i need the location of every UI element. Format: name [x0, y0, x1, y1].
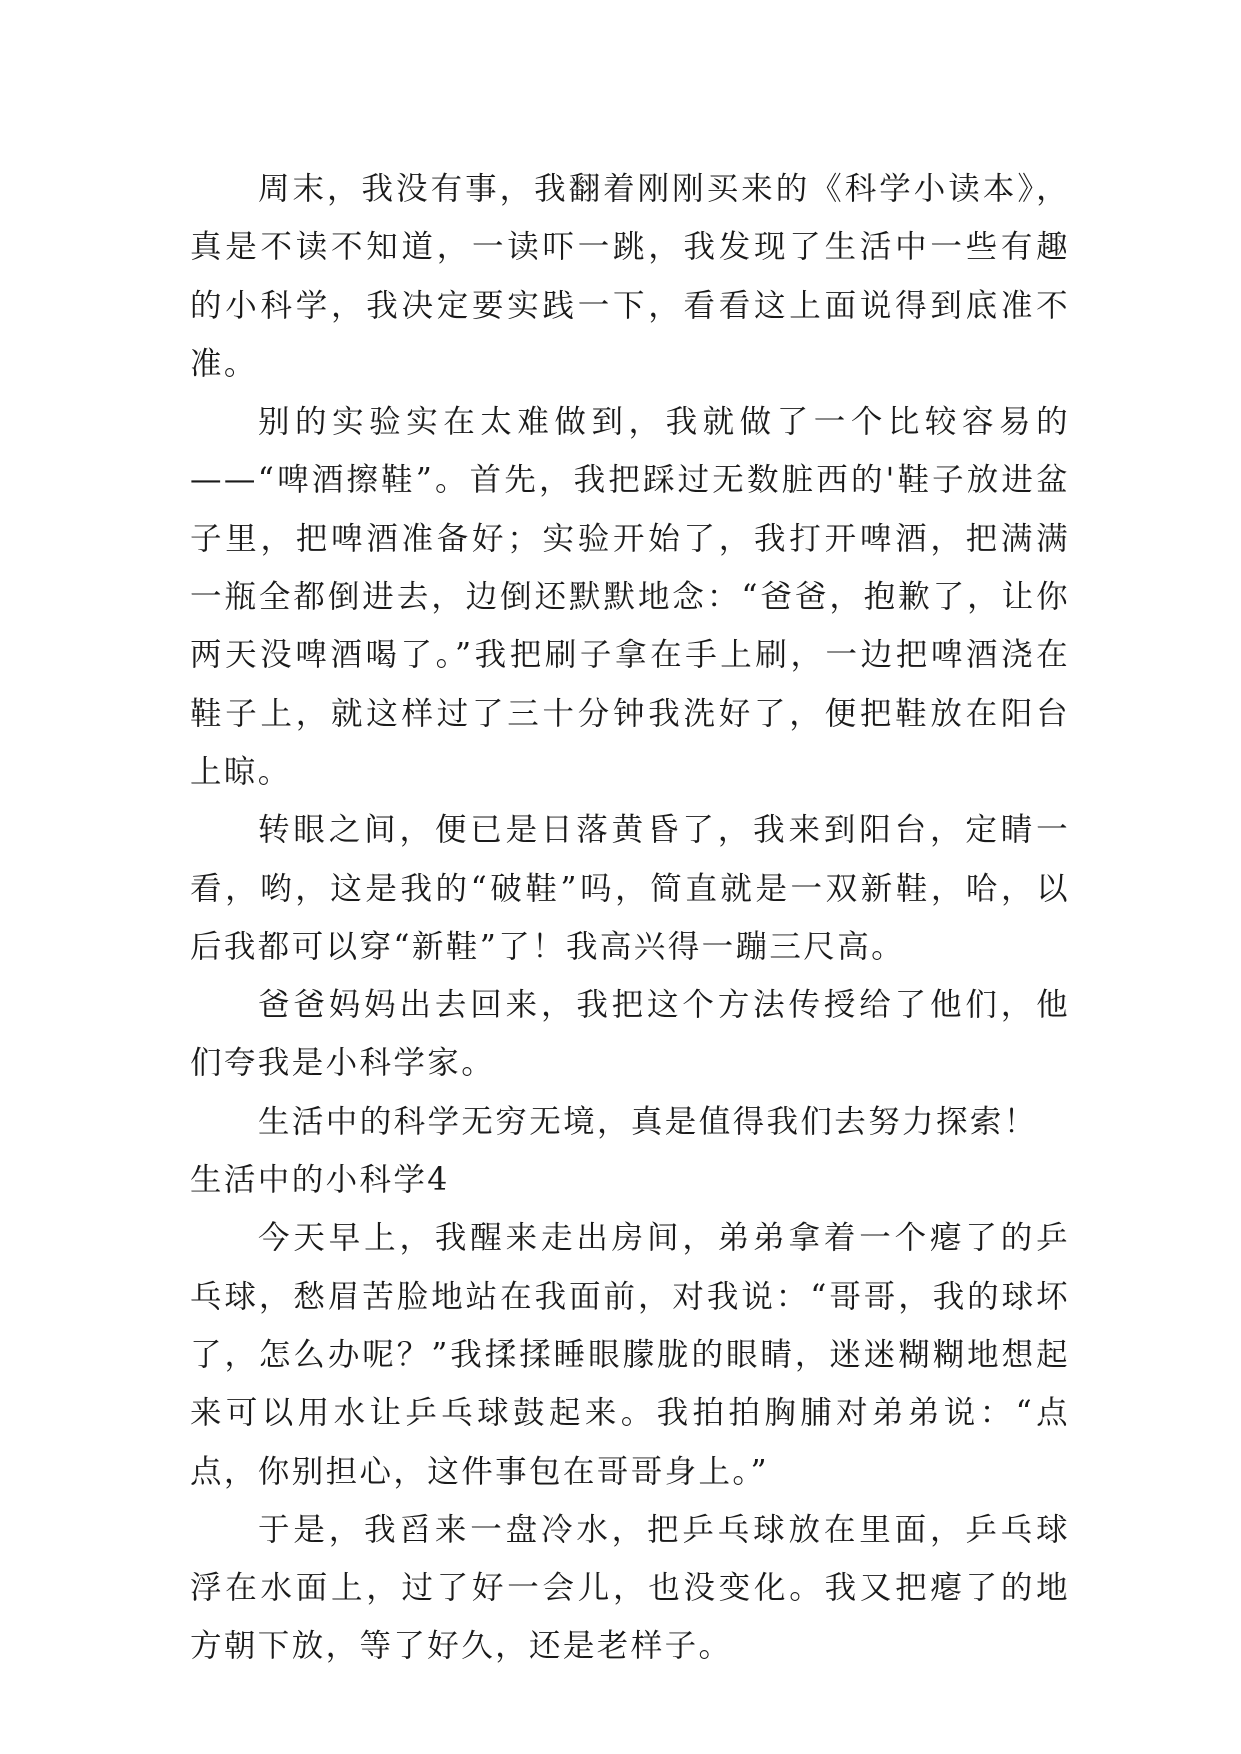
- paragraph-1: 周末，我没有事，我翻着刚刚买来的《科学小读本》，真是不读不知道，一读吓一跳，我发现了生活中一些有趣的小科学，我决定要实践一下，看看这上面说得到底准不准。: [190, 171, 1070, 382]
- paragraph-6: 今天早上，我醒来走出房间，弟弟拿着一个瘪了的乒乓球，愁眉苦脸地站在我面前，对我说：“哥哥，我的球坏了，怎么办呢？”我揉揉睡眼朦胧的眼睛，迷迷糊糊地想起来可以用水让乒乓球鼓起来。我拍拍胸脯对弟弟说：“点点，你别担心，这件事包在哥哥身上。”: [190, 1220, 1070, 1490]
- paragraph-4: 爸爸妈妈出去回来，我把这个方法传授给了他们，他们夸我是小科学家。: [190, 987, 1070, 1082]
- paragraph-5: 生活中的科学无穷无境，真是值得我们去努力探索！: [258, 1103, 1038, 1140]
- document-body: [190, 160, 1070, 1676]
- section-heading: 生活中的小科学4: [190, 1162, 450, 1199]
- paragraph-7: 于是，我舀来一盘冷水，把乒乓球放在里面，乒乓球浮在水面上，过了好一会儿，也没变化。我又把瘪了的地方朝下放，等了好久，还是老样子。: [190, 1511, 1070, 1665]
- paragraph-2: 别的实验实在太难做到，我就做了一个比较容易的——“啤酒擦鞋”。首先，我把踩过无数脏西的'鞋子放进盆子里，把啤酒准备好；实验开始了，我打开啤酒，把满满一瓶全都倒进去，边倒还默默地念：“爸爸，抱歉了，让你两天没啤酒喝了。”我把刷子拿在手上刷，一边把啤酒浇在鞋子上，就这样过了三十分钟我洗好了，便把鞋放在阳台上晾。: [190, 404, 1070, 790]
- paragraph-3: 转眼之间，便已是日落黄昏了，我来到阳台，定睛一看，哟，这是我的“破鞋”吗，简直就是一双新鞋，哈，以后我都可以穿“新鞋”了！我高兴得一蹦三尺高。: [190, 812, 1070, 965]
